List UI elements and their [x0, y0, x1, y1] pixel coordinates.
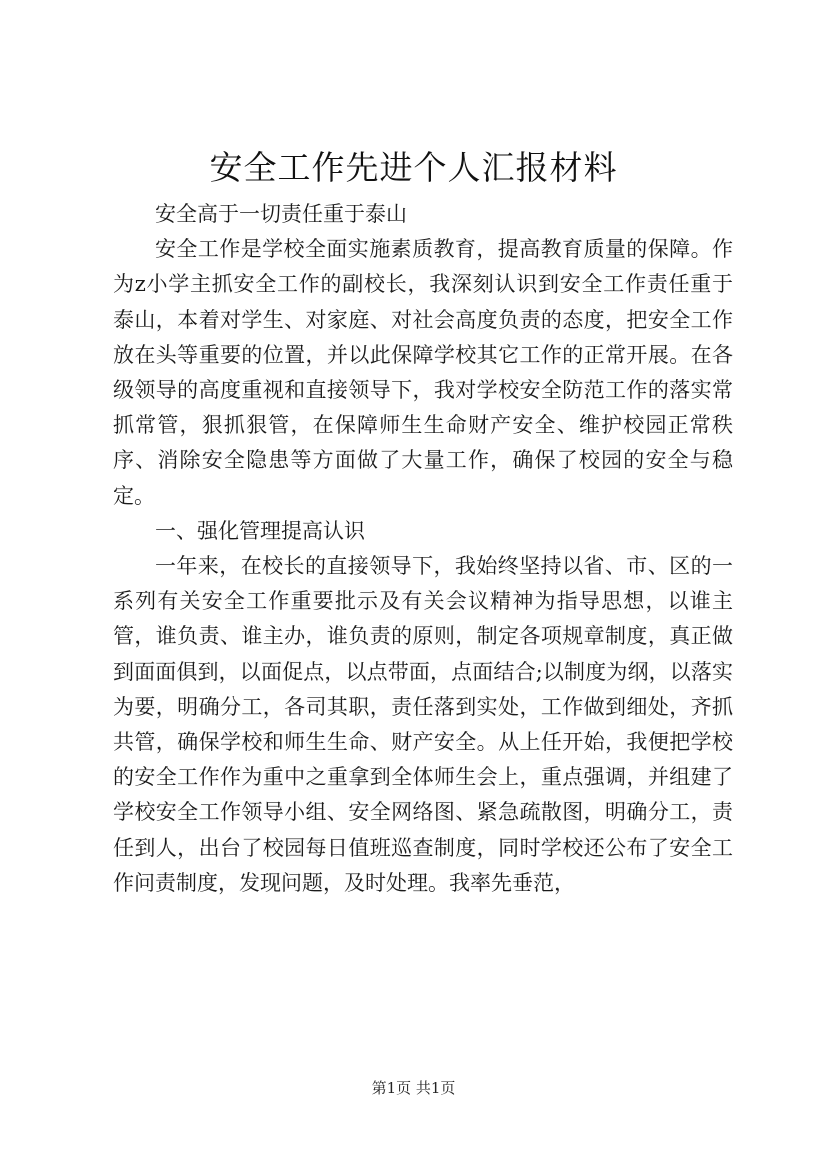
section-heading: 一、强化管理提高认识 [155, 518, 365, 543]
document-body [113, 197, 733, 901]
subtitle-paragraph: 安全高于一切责任重于泰山 [155, 202, 407, 226]
page-number-footer: 第1页 共1页 [371, 1079, 456, 1097]
document-title: 安全工作先进个人汇报材料 [209, 148, 618, 187]
section-paragraph: 一年来，在校长的直接领导下，我始终坚持以省、市、区的一系列有关安全工作重要批示及有关会议精神为指导思想，以谁主管，谁负责、谁主办，谁负责的原则，制定各项规章制度，真正做到面面俱到，以面促点，以点带面，点面结合;以制度为纲，以落实为要，明确分工，各司其职，责任落到实处，工作做到细处，齐抓共管，确保学校和师生生命、财产安全。从上任开始，我便把学校的安全工作作为重中之重拿到全体师生会上，重点强调，并组建了学校安全工作领导小组、安全网络图、紧急疏散图，明确分工，责任到人，出台了校园每日值班巡查制度，同时学校还公布了安全工作问责制度，发现问题，及时处理。我率先垂范， [113, 554, 733, 895]
intro-paragraph: 安全工作是学校全面实施素质教育，提高教育质量的保障。作为z小学主抓安全工作的副校长，我深刻认识到安全工作责任重于泰山，本着对学生、对家庭、对社会高度负责的态度，把安全工作放在头等重要的位置，并以此保障学校其它工作的正常开展。在各级领导的高度重视和直接领导下，我对学校安全防范工作的落实常抓常管，狠抓狠管，在保障师生生命财产安全、维护校园正常秩序、消除安全隐患等方面做了大量工作，确保了校园的安全与稳定。 [113, 237, 733, 508]
